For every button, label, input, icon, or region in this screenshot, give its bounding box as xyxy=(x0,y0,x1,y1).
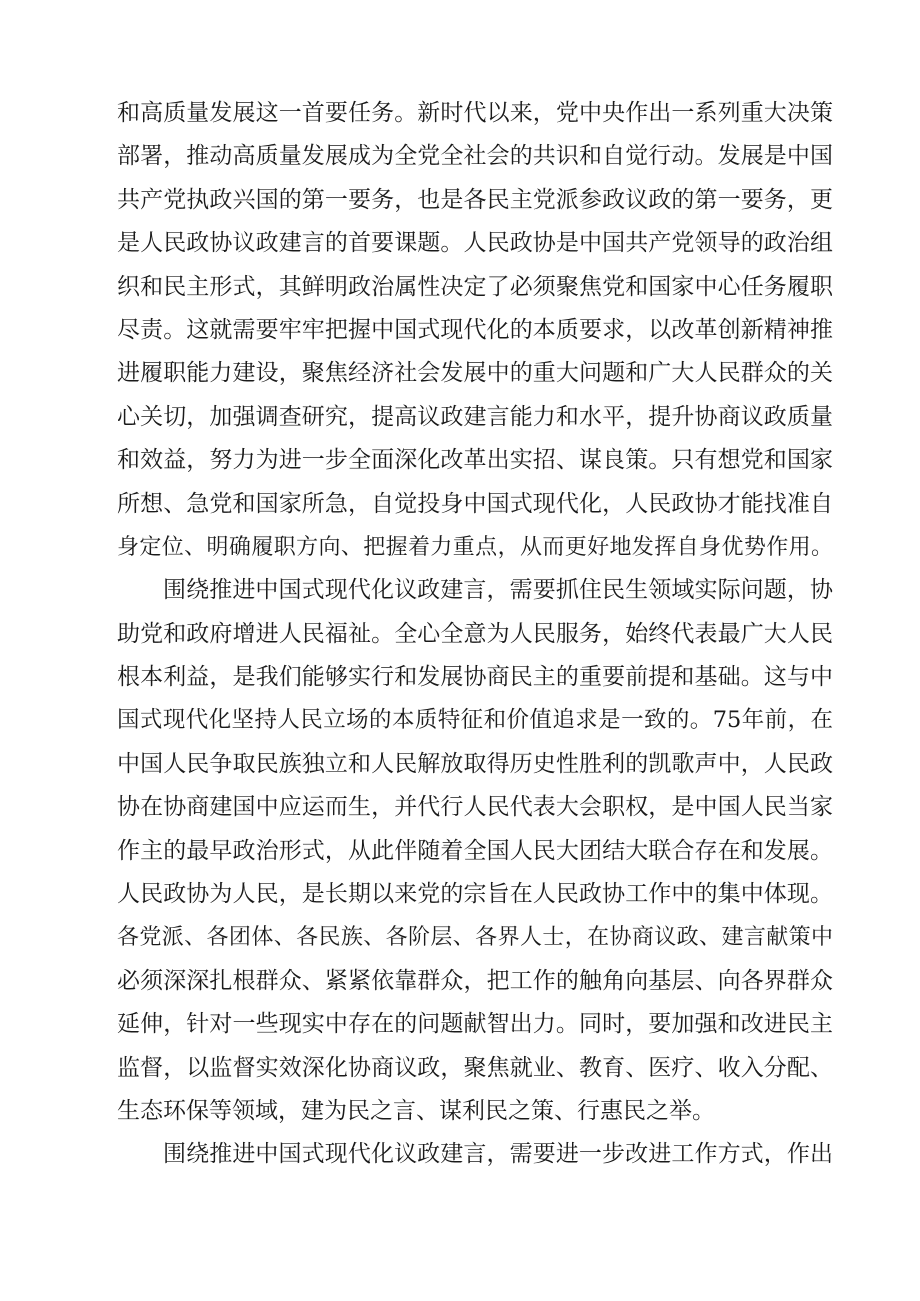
text-line: 心关切，加强调查研究，提高议政建言能力和水平，提升协商议政质量 xyxy=(117,403,833,430)
text-line: 所想、急党和国家所急，自觉投身中国式现代化，人民政协才能找准自 xyxy=(117,490,833,517)
text-line: 身定位、明确履职方向、把握着力重点，从而更好地发挥自身优势作用。 xyxy=(117,534,833,560)
text-line: 和高质量发展这一首要任务。新时代以来，党中央作出一系列重大决策 xyxy=(117,100,833,126)
text-line: 中国人民争取民族独立和人民解放取得历史性胜利的凯歌声中，人民政 xyxy=(117,750,833,777)
text-line: 围绕推进中国式现代化议政建言，需要抓住民生领域实际问题，协 xyxy=(163,577,833,604)
text-line: 围绕推进中国式现代化议政建言，需要进一步改进工作方式，作出 xyxy=(163,1141,833,1168)
text-line: 国式现代化坚持人民立场的本质特征和价值追求是一致的。75年前，在 xyxy=(117,707,833,734)
paragraph-3 xyxy=(117,1133,833,1176)
text-line: 各党派、各团体、各民族、各阶层、各界人士，在协商议政、建言献策中 xyxy=(117,925,833,951)
text-line: 进履职能力建设，聚焦经济社会发展中的重大问题和广大人民群众的关 xyxy=(117,360,833,387)
text-line: 人民政协为人民，是长期以来党的宗旨在人民政协工作中的集中体现。 xyxy=(117,881,833,908)
text-line: 监督，以监督实效深化协商议政，聚焦就业、教育、医疗、收入分配、 xyxy=(117,1054,833,1081)
text-line: 必须深深扎根群众、紧紧依靠群众，把工作的触角向基层、向各界群众 xyxy=(117,967,833,994)
text-line: 是人民政协议政建言的首要课题。人民政协是中国共产党领导的政治组 xyxy=(117,230,833,257)
text-line: 生态环保等领域，建为民之言、谋利民之策、行惠民之举。 xyxy=(117,1097,715,1124)
text-line: 作主的最早政治形式，从此伴随着全国人民大团结大联合存在和发展。 xyxy=(117,837,833,864)
text-line: 织和民主形式，其鲜明政治属性决定了必须聚焦党和国家中心任务履职 xyxy=(117,273,833,300)
text-line: 共产党执政兴国的第一要务，也是各民主党派参政议政的第一要务，更 xyxy=(117,186,833,213)
text-line: 尽责。这就需要牢牢把握中国式现代化的本质要求，以改革创新精神推 xyxy=(117,316,833,343)
text-line: 和效益，努力为进一步全面深化改革出实招、谋良策。只有想党和国家 xyxy=(117,447,833,474)
paragraph-1 xyxy=(117,92,833,569)
document-body xyxy=(117,92,833,1177)
text-line: 根本利益，是我们能够实行和发展协商民主的重要前提和基础。这与中 xyxy=(117,664,833,691)
paragraph-2 xyxy=(117,569,833,1133)
text-line: 协在协商建国中应运而生，并代行人民代表大会职权，是中国人民当家 xyxy=(117,794,833,821)
text-line: 部署，推动高质量发展成为全党全社会的共识和自觉行动。发展是中国 xyxy=(117,143,833,170)
text-line: 延伸，针对一些现实中存在的问题献智出力。同时，要加强和改进民主 xyxy=(117,1011,833,1038)
text-line: 助党和政府增进人民福祉。全心全意为人民服务，始终代表最广大人民 xyxy=(117,620,833,647)
